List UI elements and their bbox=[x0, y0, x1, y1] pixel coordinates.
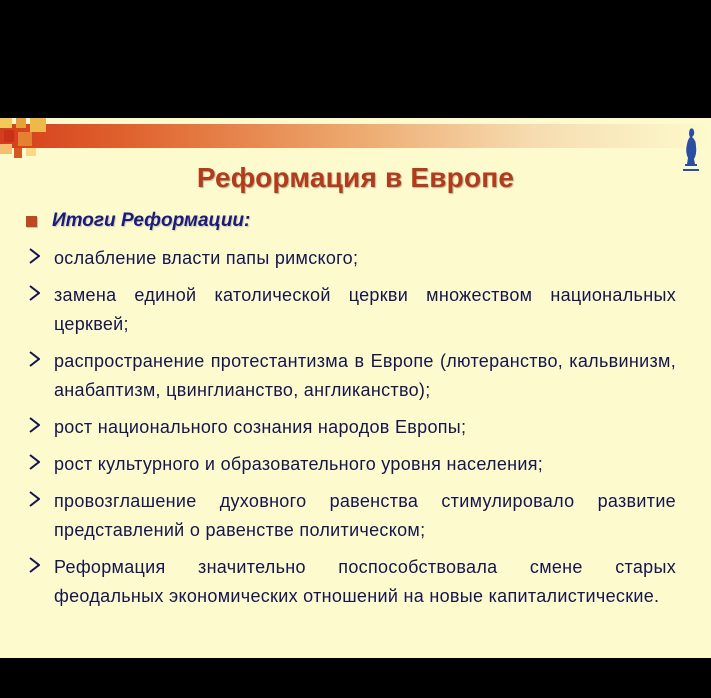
list-item-text: ослабление власти папы римского; bbox=[54, 248, 359, 268]
header-gradient-band bbox=[0, 124, 711, 148]
list-item-text: распространение протестантизма в Европе (лютеранство, кальвинизм, анабаптизм, цвинглианство, англиканство); bbox=[54, 351, 676, 400]
list-item-text: рост национального сознания народов Европы; bbox=[54, 417, 467, 437]
list-item-text: замена единой католической церкви множеством национальных церквей; bbox=[54, 285, 676, 334]
list-item-text: провозглашение духовного равенства стимулировало развитие представлений о равенстве политическом; bbox=[54, 491, 676, 540]
list-item-text: рост культурного и образовательного уровня населения; bbox=[54, 454, 544, 474]
arrow-bullet-icon bbox=[29, 454, 40, 470]
arrow-bullet-icon bbox=[29, 285, 40, 301]
list-item-text: Реформация значительно поспособствовала смене старых феодальных экономических отношений на новые капиталистические. bbox=[54, 557, 676, 606]
arrow-bullet-icon bbox=[29, 351, 40, 367]
list-item bbox=[26, 281, 676, 339]
square-bullet-icon bbox=[26, 216, 37, 227]
list-item bbox=[26, 347, 676, 405]
list-item bbox=[26, 450, 676, 479]
arrow-bullet-icon bbox=[29, 491, 40, 507]
arrow-bullet-icon bbox=[29, 557, 40, 573]
arrow-bullet-icon bbox=[29, 248, 40, 264]
slide bbox=[0, 118, 711, 658]
results-list bbox=[26, 244, 676, 619]
list-item bbox=[26, 413, 676, 442]
subheading: Итоги Реформации: bbox=[52, 210, 251, 231]
arrow-bullet-icon bbox=[29, 417, 40, 433]
list-item bbox=[26, 244, 676, 273]
checker-decoration-icon bbox=[0, 118, 52, 162]
list-item bbox=[26, 553, 676, 611]
list-item bbox=[26, 487, 676, 545]
slide-title: Реформация в Европе bbox=[196, 162, 515, 193]
subheading-row bbox=[26, 210, 250, 232]
